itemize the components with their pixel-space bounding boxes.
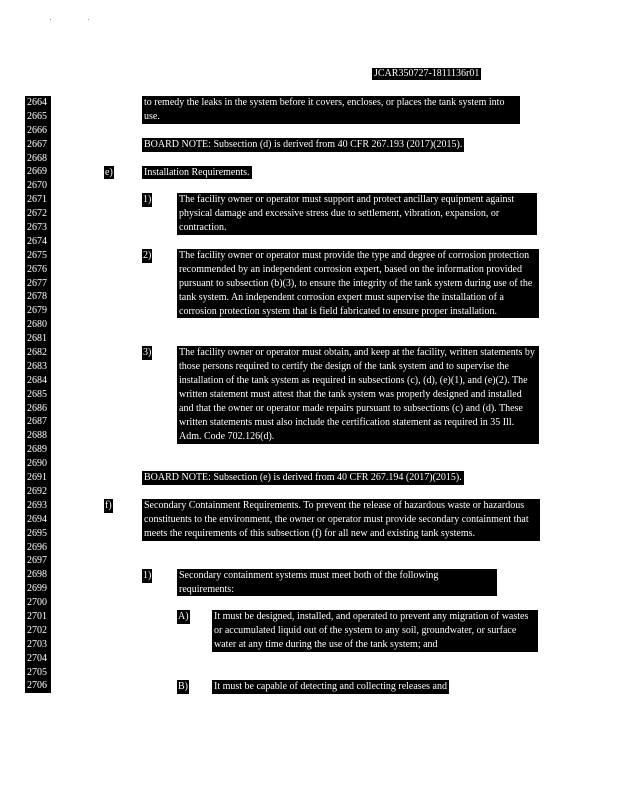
subsection-e2-label: 2) (143, 249, 152, 261)
line-number: 2697 (25, 554, 51, 568)
subsection-e2-text: The facility owner or operator must provide the type and degree of corrosion protection recommended by an independent corrosion expert, based on the information provided pursuant to subsection (b)(3), to ensure the integrity of the tank system during use of the tank system. An independent corrosion expert must supervise the installation of a corrosion protection system that is field fabricated to ensure proper installation. (177, 249, 539, 319)
line-number: 2696 (25, 541, 51, 555)
line-number-column (25, 96, 51, 693)
line-number: 2706 (25, 679, 51, 693)
line-number: 2674 (25, 235, 51, 249)
line-number: 2704 (25, 652, 51, 666)
line-number: 2701 (25, 610, 51, 624)
line-number: 2679 (25, 304, 51, 318)
subsection-e1-label: 1) (143, 194, 152, 206)
line-number: 2693 (25, 499, 51, 513)
line-number: 2665 (25, 110, 51, 124)
line-number: 2689 (25, 443, 51, 457)
line-number: 2703 (25, 638, 51, 652)
line-number: 2670 (25, 179, 51, 193)
line-number: 2699 (25, 582, 51, 596)
line-number: 2705 (25, 666, 51, 680)
subsection-e3-label: 3) (143, 347, 152, 359)
line-number: 2673 (25, 221, 51, 235)
line-number: 2698 (25, 568, 51, 582)
document-header-code: JCAR350727-1811136r01 (374, 68, 480, 79)
line-number: 2664 (25, 96, 51, 110)
line-number: 2683 (25, 360, 51, 374)
line-number: 2694 (25, 513, 51, 527)
line-number: 2687 (25, 415, 51, 429)
line-number: 2682 (25, 346, 51, 360)
line-number: 2671 (25, 193, 51, 207)
line-number: 2669 (25, 165, 51, 179)
line-number: 2672 (25, 207, 51, 221)
line-number: 2688 (25, 429, 51, 443)
line-number: 2691 (25, 471, 51, 485)
line-number: 2676 (25, 263, 51, 277)
subsection-e-title: Installation Requirements. (144, 166, 250, 178)
subsection-f1A-text: It must be designed, installed, and operated to prevent any migration of wastes or accumulated liquid out of the system to any soil, groundwater, or surface water at any time during the use of the tank system; and (212, 610, 538, 652)
board-note-subsection-e: BOARD NOTE: Subsection (e) is derived from 40 CFR 267.194 (2017)(2015). (144, 472, 462, 484)
subsection-f1B-label: B) (178, 680, 188, 692)
line-number: 2667 (25, 138, 51, 152)
line-number: 2690 (25, 457, 51, 471)
line-number: 2680 (25, 318, 51, 332)
line-number: 2700 (25, 596, 51, 610)
subsection-f-text: Secondary Containment Requirements. To prevent the release of hazardous waste or hazardous constituents to the environment, the owner or operator must provide secondary containment that meets the requirements of this subsection (f) for all new and existing tank systems. (142, 499, 540, 541)
subsection-f1-label: 1) (143, 569, 152, 581)
subsection-f1-text: Secondary containment systems must meet both of the following requirements: (177, 569, 497, 597)
line-number: 2677 (25, 277, 51, 291)
board-note-subsection-d: BOARD NOTE: Subsection (d) is derived from 40 CFR 267.193 (2017)(2015). (144, 138, 463, 150)
continuation-paragraph: to remedy the leaks in the system before it covers, encloses, or places the tank system into use. (142, 96, 520, 124)
subsection-e1-text: The facility owner or operator must support and protect ancillary equipment against physical damage and excessive stress due to settlement, vibration, expansion, or contraction. (177, 193, 537, 235)
line-number: 2675 (25, 249, 51, 263)
line-number: 2681 (25, 332, 51, 346)
subsection-e-label: e) (105, 166, 113, 178)
line-number: 2686 (25, 402, 51, 416)
line-number: 2685 (25, 388, 51, 402)
line-number: 2684 (25, 374, 51, 388)
subsection-f1B-text: It must be capable of detecting and collecting releases and (214, 680, 447, 692)
line-number: 2678 (25, 290, 51, 304)
subsection-f1A-label: A) (178, 611, 189, 623)
subsection-f-label: f) (105, 500, 112, 512)
line-number: 2702 (25, 624, 51, 638)
line-number: 2668 (25, 152, 51, 166)
line-number: 2695 (25, 527, 51, 541)
line-number: 2692 (25, 485, 51, 499)
subsection-e3-text: The facility owner or operator must obtain, and keep at the facility, written statements by those persons required to certify the design of the tank system and to supervise the installation of the tank system as required in subsections (c), (d), (e)(1), and (e)(2). The written statement must attest that the tank system was properly designed and installed and that the owner or operator made repairs pursuant to subsections (c) and (d). These written statements must also include the certification statement as required in 35 Ill. Adm. Code 702.126(d). (177, 346, 539, 443)
line-number: 2666 (25, 124, 51, 138)
